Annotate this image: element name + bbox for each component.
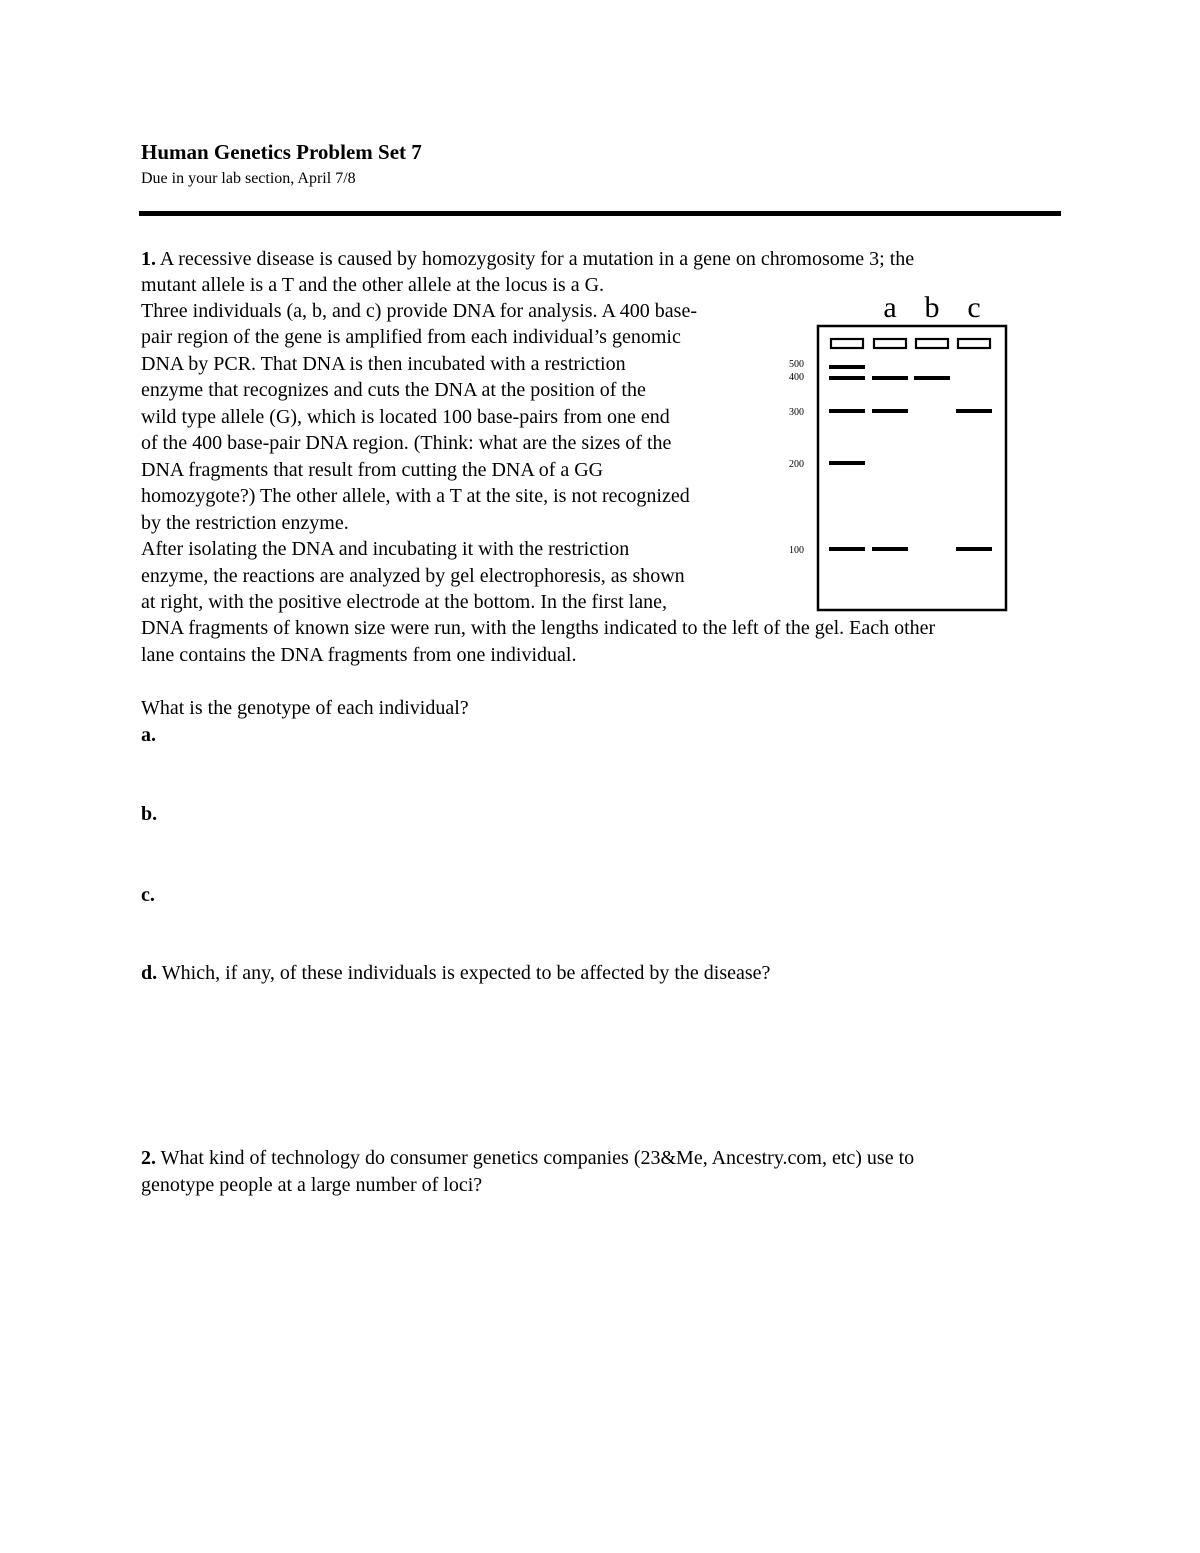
band-ladder-300 — [829, 409, 865, 413]
band-c-100 — [956, 547, 992, 551]
q1-line-8: DNA fragments that result from cutting the DNA of a GG — [141, 459, 604, 481]
q1-line-5: enzyme that recognizes and cuts the DNA at the position of the — [141, 379, 646, 401]
gel-well-2 — [916, 339, 948, 348]
lane-label-a: a — [883, 291, 897, 324]
q1-line-0 — [141, 246, 914, 272]
header-divider — [139, 211, 1061, 216]
q2-line-0 — [141, 1145, 914, 1171]
band-b-400 — [914, 376, 950, 380]
band-ladder-500 — [829, 365, 865, 369]
gel-well-3 — [958, 339, 990, 348]
band-ladder-400 — [829, 376, 865, 380]
lane-label-b: b — [924, 291, 940, 324]
marker-label-400: 400 — [789, 372, 804, 383]
gel-well-0 — [831, 339, 863, 348]
marker-label-200: 200 — [789, 459, 804, 470]
band-a-100 — [872, 547, 908, 551]
q2-line-0-text: What kind of technology do consumer genetics companies (23&Me, Ancestry.com, etc) use to — [160, 1147, 915, 1169]
q2-number: 2. — [141, 1147, 156, 1169]
q1-line-0-text: A recessive disease is caused by homozygosity for a mutation in a gene on chromosome 3; the — [159, 248, 915, 270]
marker-label-100: 100 — [789, 545, 804, 556]
q1-line-4: DNA by PCR. That DNA is then incubated with a restriction — [141, 353, 626, 375]
q1-part-a: a. — [141, 724, 156, 746]
marker-label-500: 500 — [789, 359, 804, 370]
gel-diagram — [770, 285, 1040, 615]
q2-line-1: genotype people at a large number of loci? — [141, 1174, 483, 1196]
q1-line-10: by the restriction enzyme. — [141, 512, 349, 534]
q1-part-b: b. — [141, 803, 158, 825]
band-a-400 — [872, 376, 908, 380]
band-ladder-200 — [829, 461, 865, 465]
q1-line-7: of the 400 base-pair DNA region. (Think: what are the sizes of the — [141, 432, 672, 454]
q1-line-14: DNA fragments of known size were run, with the lengths indicated to the left of the gel. Each other — [141, 617, 936, 639]
q1-prompt: What is the genotype of each individual? — [141, 697, 469, 719]
q1-number: 1. — [141, 248, 156, 270]
page-title: Human Genetics Problem Set 7 — [141, 140, 422, 164]
page-subtitle: Due in your lab section, April 7/8 — [141, 170, 356, 187]
q1-line-1: mutant allele is a T and the other allele at the locus is a G. — [141, 274, 605, 296]
q1-part-d-label: d. — [141, 962, 158, 984]
band-c-300 — [956, 409, 992, 413]
q1-line-9: homozygote?) The other allele, with a T at the site, is not recognized — [141, 485, 690, 507]
q1-part-c: c. — [141, 884, 155, 906]
q1-line-2: Three individuals (a, b, and c) provide DNA for analysis. A 400 base- — [141, 300, 697, 322]
q1-line-13: at right, with the positive electrode at the bottom. In the first lane, — [141, 591, 667, 613]
band-a-300 — [872, 409, 908, 413]
q1-line-15: lane contains the DNA fragments from one individual. — [141, 644, 577, 666]
q1-line-11: After isolating the DNA and incubating it with the restriction — [141, 538, 630, 560]
marker-label-300: 300 — [789, 407, 804, 418]
q1-part-d-text: Which, if any, of these individuals is expected to be affected by the disease? — [161, 962, 771, 984]
q1-line-12: enzyme, the reactions are analyzed by gel electrophoresis, as shown — [141, 565, 685, 587]
q1-line-3: pair region of the gene is amplified from each individual’s genomic — [141, 326, 681, 348]
lane-label-c: c — [967, 291, 981, 324]
q1-part-d — [141, 960, 770, 986]
gel-well-1 — [874, 339, 906, 348]
q1-line-6: wild type allele (G), which is located 100 base-pairs from one end — [141, 406, 670, 428]
band-ladder-100 — [829, 547, 865, 551]
